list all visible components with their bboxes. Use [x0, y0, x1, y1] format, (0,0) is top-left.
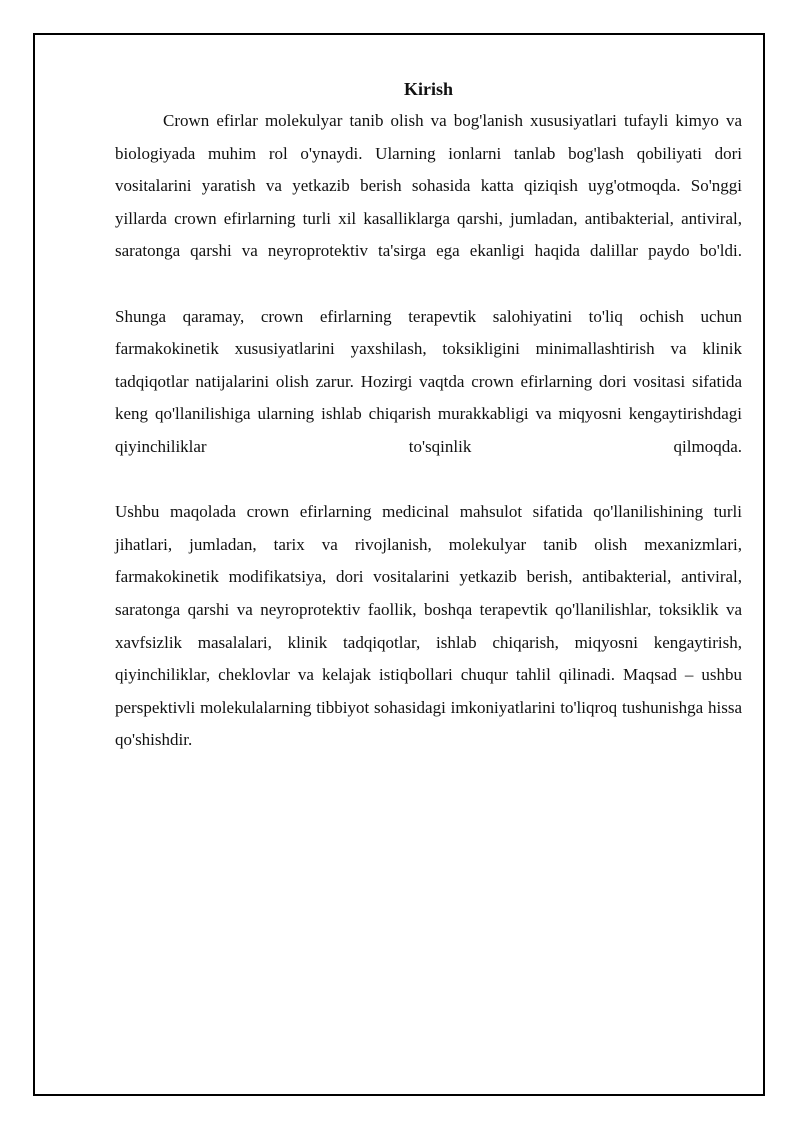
document-body — [115, 73, 742, 757]
paragraph-gap — [115, 464, 742, 497]
paragraph-gap — [115, 268, 742, 301]
paragraph-aim: Ushbu maqolada crown efirlarning medicinal mahsulot sifatida qo'llanilishining turli jihatlari, jumladan, tarix va rivojlanish, molekulyar tanib olish mexanizmlari, farmakokinetik modifikatsiya, dori vositalarini yetkazib berish, antibakterial, antiviral, saratonga qarshi va neyroprotektiv faollik, boshqa terapevtik qo'llanilishlar, toksiklik va xavfsizlik masalalari, klinik tadqiqotlar, ishlab chiqarish, miqyosni kengaytirish, qiyinchiliklar, cheklovlar va kelajak istiqbollari chuqur tahlil qilinadi. Maqsad – ushbu perspektivli molekulalarning tibbiyot sohasidagi imkoniyatlarini to'liqroq tushunishga hissa qo'shishdir. — [115, 502, 742, 750]
paragraph-challenges: Shunga qaramay, crown efirlarning terapevtik salohiyatini to'liq ochish uchun farmakokinetik xususiyatlarini yaxshilash, toksikligini minimallashtirish va klinik tadqiqotlar natijalarini olish zarur. Hozirgi vaqtda crown efirlarning dori vositasi sifatida keng qo'llanilishiga ularning ishlab chiqarish murakkabligi va miqyosni kengaytirishdagi qiyinchiliklar to'sqinlik qilmoqda. — [115, 306, 742, 456]
section-title: Kirish — [403, 79, 453, 99]
paragraph-intro: Crown efirlar molekulyar tanib olish va bog'lanish xususiyatlari tufayli kimyo va biologiyada muhim rol o'ynaydi. Ularning ionlarni tanlab bog'lash qobiliyati dori vositalarini yaratish va yetkazib berish sohasida katta qiziqish uyg'otmoqda. So'nggi yillarda crown efirlarning turli xil kasalliklarga qarshi, jumladan, antibakterial, antiviral, saratonga qarshi va neyroprotektiv ta'sirga ega ekanligi haqida dalillar paydo bo'ldi. — [115, 111, 742, 261]
